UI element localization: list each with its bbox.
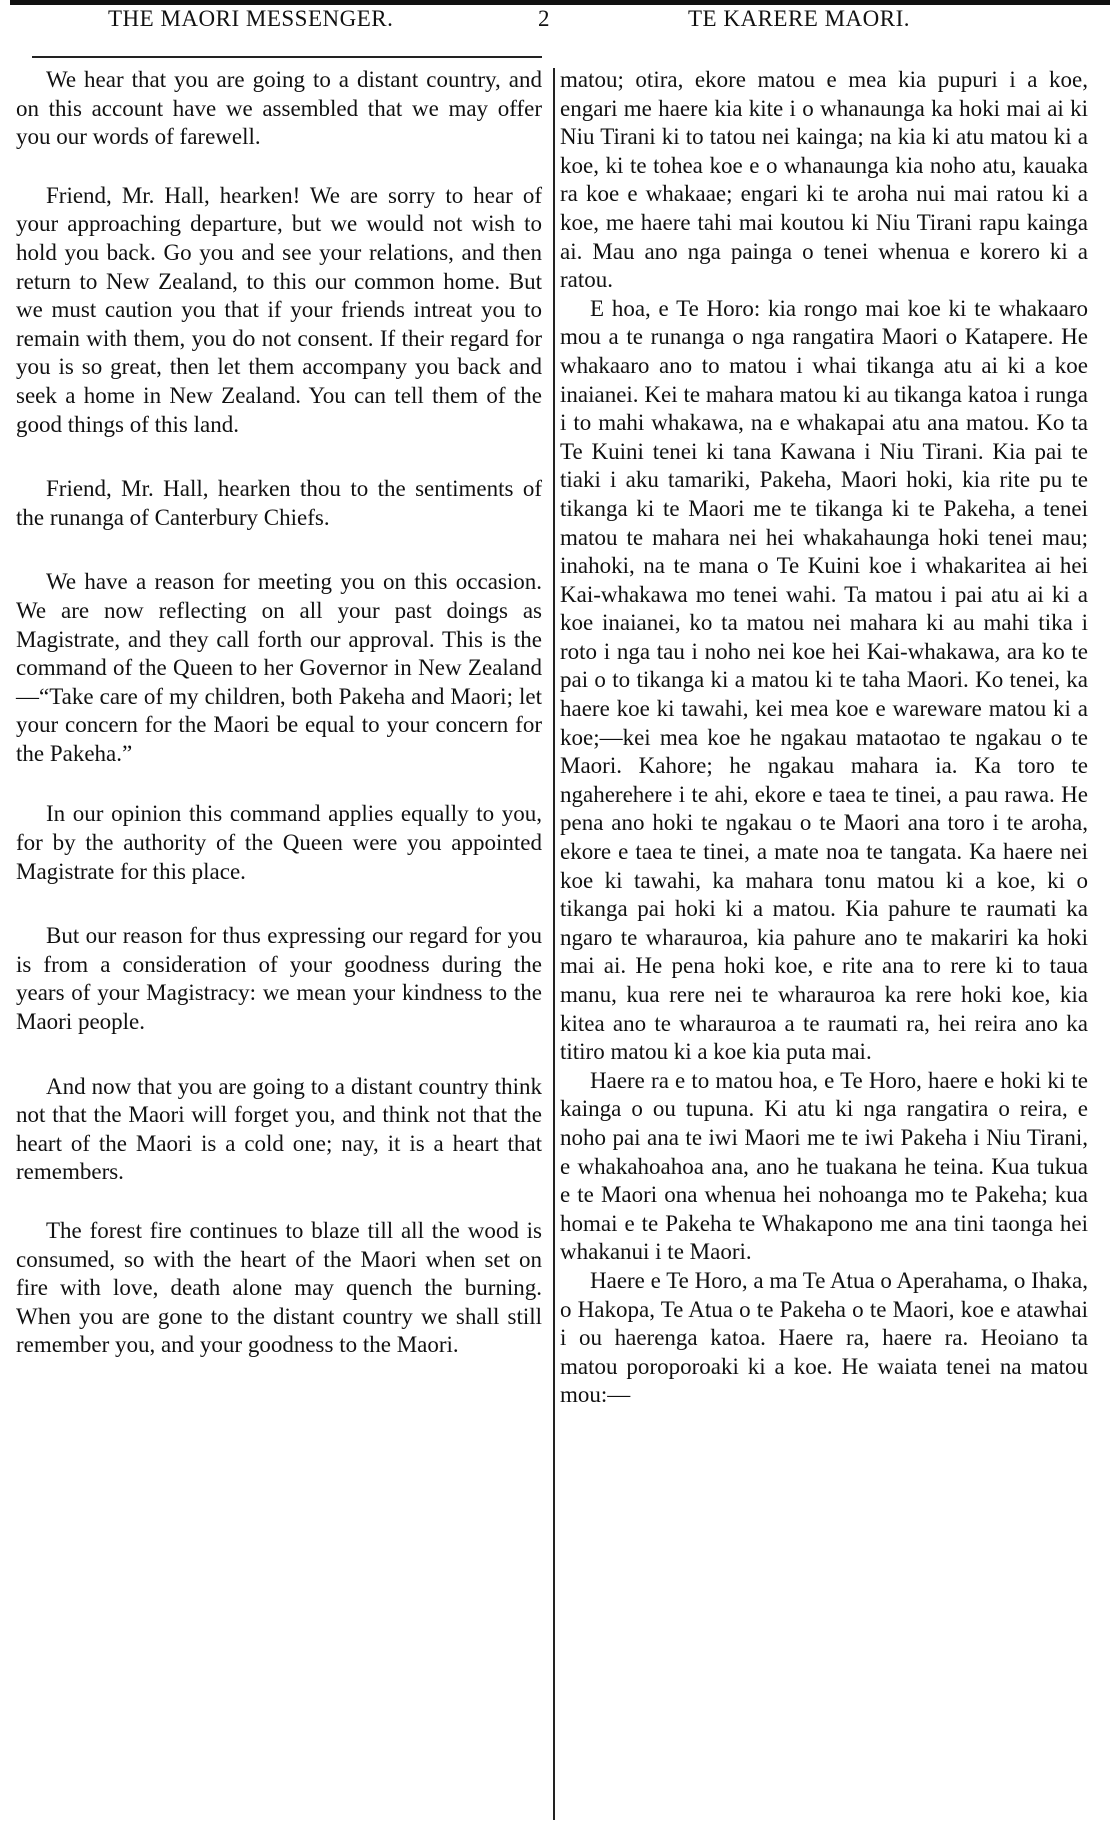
english-paragraph: In our opinion this command applies equally to you, for by the authority of the Queen were you appointed Magistrate for this place. [16, 801, 542, 884]
english-paragraph: We have a reason for meeting you on this occasion. We are now reflecting on all your past doings as Magistrate, and they call forth our approval. This is the command of the Queen to her Governor in New Zealand—“Take care of my children, both Pakeha and Maori; let your concern for the Maori be equal to your concern for the Pakeha.” [16, 569, 542, 766]
english-paragraph: And now that you are going to a distant country think not that the Maori will forget you, and think not that the heart of the Maori is a cold one; nay, it is a heart that remembers. [16, 1073, 542, 1185]
maori-paragraph: E hoa, e Te Horo: kia rongo mai koe ki te whakaaro mou a te runanga o nga rangatira Maori o Katapere. He whakaaro ano to matou i whai tikanga atu ai ki a koe inaianei. Kei te mahara matou ki au tikanga katoa i runga i to mahi whakawa, na e whakapai atu ana matou. Ko ta Te Kuini tenei ki tana Kawana i Niu Tirani. Kia pai te tiaki i aku tamariki, Pakeha, Maori hoki, kia rite pu te tikanga ki te Maori me te tikanga ki te Pakeha, a tenei matou te mahara nei hei whakahaunga hoki tenei mau; inahoki, na te mana o Te Kuini koe i whakaritea ai hei Kai-whakawa mo tenei wahi. Ta matou i pai atu ai ki a koe inaianei, ko ta matou nei mahara ki au mahi tika i roto i nga tau i noho nei koe hei Kai-whakawa, ara ko te pai o to tikanga ki a matou ki te taha Maori. Ko tenei, ka haere koe ki tawahi, kei mea koe e wareware matou ki a koe;—kei mea koe he ngakau mataotao te ngakau o te Maori. Kahore; he ngakau mahara ia. Ka toro te ngaherehere i te ahi, ekore e taea te tinei, a pau rawa. He pena ano hoki te ngakau o te Maori ana toro i te aroha, ekore e taea te tinei, a mate noa te tangata. Ka haere nei koe ki tawahi, ka mahara tonu matou ki a koe, ki o tikanga pai hoki ki a matou. Kia pahure te raumati ka ngaro te wharauroa, kia pahure ano te makariri ka hoki mai ai. He pena hoki koe, e rite ana to rere ki to taua manu, kua rere nei te wharauroa ka rere hoki koe, kia kitea ano te wharauroa a te raumati ra, hei reira ano ka titiro matou ki a koe kia puta mai. [560, 295, 1088, 1065]
column-divider [553, 68, 555, 1820]
english-column [16, 66, 542, 1360]
header-rule [32, 56, 542, 58]
english-paragraph: But our reason for thus expressing our regard for you is from a consideration of your goodness during the years of your Magistracy: we mean your kindness to the Maori people. [16, 923, 542, 1035]
maori-paragraph: Haere ra e to matou hoa, e Te Horo, haere e hoki ki te kainga o ou tupuna. Ki atu ki nga rangatira o reira, e noho pai ana te iwi Maori me te iwi Pakeha i Niu Tirani, e whakahoahoa ana, ano he tuakana he teina. Kua tukua e te Maori ona whenua hei nohoanga mo te Pakeha; kua homai e te Pakeha te Whakapono me ana tini taonga hei whakanui i te Maori. [560, 1067, 1088, 1265]
page-number: 2 [538, 6, 550, 31]
maori-paragraph: Haere e Te Horo, a ma Te Atua o Aperahama, o Ihaka, o Hakopa, Te Atua o te Pakeha o te Maori, koe e atawhai i ou haerenga katoa. Haere ra, haere ra. Heoiano ta matou poroporoaki ki a koe. He waiata tenei na matou mou:— [560, 1267, 1088, 1408]
english-masthead: THE MAORI MESSENGER. [108, 6, 394, 31]
english-paragraph: We hear that you are going to a distant country, and on this account have we assembled that we may offer you our words of farewell. [16, 67, 542, 150]
maori-masthead: TE KARERE MAORI. [688, 6, 911, 31]
english-paragraph: Friend, Mr. Hall, hearken thou to the sentiments of the runanga of Canterbury Chiefs. [16, 476, 542, 530]
maori-paragraph: matou; otira, ekore matou e mea kia pupuri i a koe, engari me haere kia kite i o whanaunga ka hoki mai ai ki Niu Tirani ki to tatou nei kainga; na kia ki atu matou ki a koe, ki te tohea koe e o whanaunga kia noho atu, kauaka ra koe e whakaae; engari ki te aroha nui mai ratou ki a koe, me haere tahi mai koutou ki Niu Tirani rapu kainga ai. Mau ano nga painga o tenei whenua e korero ki a ratou. [560, 67, 1088, 293]
english-paragraph: The forest fire continues to blaze till all the wood is consumed, so with the heart of the Maori when set on fire with love, death alone may quench the burning. When you are gone to the distant country we shall still remember you, and your goodness to the Maori. [16, 1218, 542, 1358]
english-paragraph: Friend, Mr. Hall, hearken! We are sorry to hear of your approaching departure, but we would not wish to hold you back. Go you and see your relations, and then return to New Zealand, to this our common home. But we must caution you that if your friends intreat you to remain with them, you do not consent. If their regard for you is so great, then let them accompany you back and seek a home in New Zealand. You can tell them of the good things of this land. [16, 182, 542, 437]
page-header [0, 4, 1114, 34]
maori-column [560, 66, 1088, 1410]
